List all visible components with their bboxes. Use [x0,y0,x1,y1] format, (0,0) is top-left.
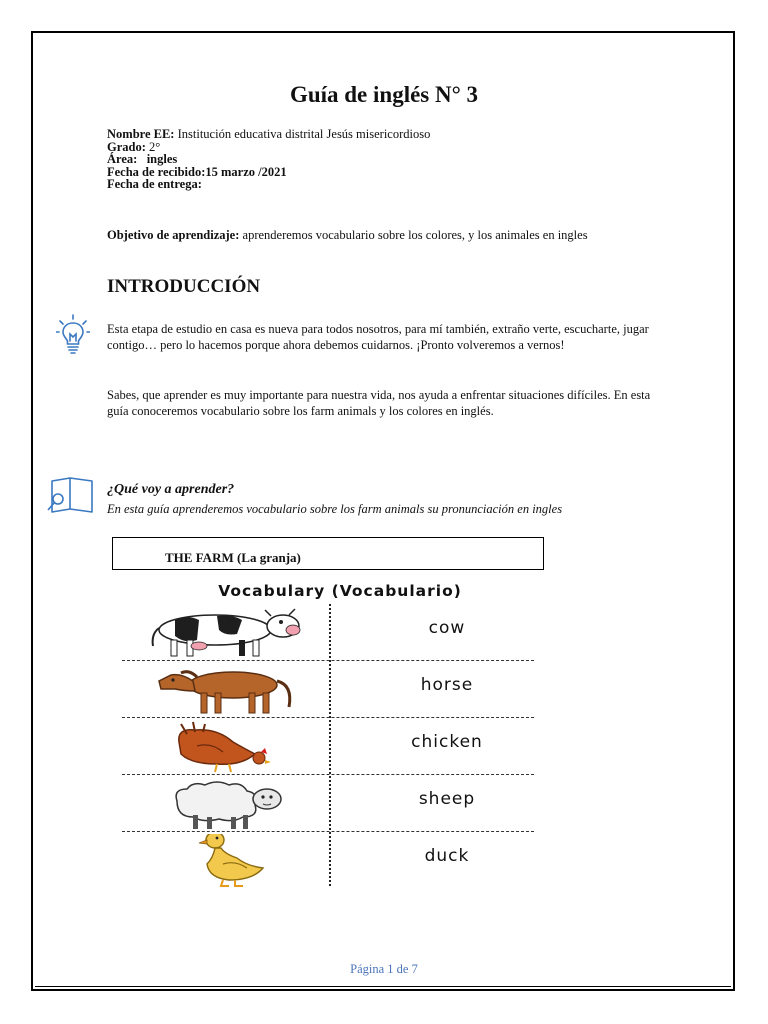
lightbulb-icon [56,314,90,356]
vocabulary-title: Vocabulary (Vocabulario) [218,582,462,600]
page-title: Guía de inglés N° 3 [289,82,479,107]
sheep-icon [137,777,307,831]
farm-section-title: THE FARM (La granja) [165,550,301,565]
page-number: Página 1 de 7 [350,962,418,976]
vocab-row-duck [122,832,534,888]
fecha-recibido-line: Fecha de recibido:15 marzo /2021 [107,164,287,179]
vocab-word: duck [424,846,470,866]
horse-icon [137,663,307,717]
vocab-word: sheep [418,789,476,809]
vocab-row-cow [122,604,534,660]
grado-line: Grado: 2° [107,139,161,154]
intro-paragraph-2: Sabes, que aprender es muy importante para nuestra vida, nos ayuda a enfrentar situaciones difíciles. En esta guía conoceremos vocabulario sobre los farm animals y los colores en inglés. [107,388,651,418]
area-line: Área: ingles [107,152,178,167]
vocab-word: horse [420,675,474,695]
duck-icon [137,834,307,888]
learning-objective: Objetivo de aprendizaje: aprenderemos vocabulario sobre los colores, y los animales en ingles [107,228,588,242]
learn-subtitle: En esta guía aprenderemos vocabulario sobre los farm animals su pronunciación en ingles [107,502,563,516]
vocab-row-horse [122,661,534,717]
learn-heading: ¿Qué voy a aprender? [107,482,235,497]
open-book-icon [46,477,94,513]
cow-icon [137,606,307,660]
vocab-word: cow [428,618,466,638]
nombre-line: Nombre EE: Institución educativa distrital Jesús misericordioso [107,127,431,141]
fecha-entrega-line: Fecha de entrega: [107,177,202,192]
vocab-row-sheep [122,775,534,831]
vocabulary-table [122,604,534,886]
intro-paragraph-1: Esta etapa de estudio en casa es nueva para todos nosotros, para mí también, extraño verte, escucharte, jugar contigo… pero lo hacemos porque ahora debemos cuidarnos. ¡Pronto volveremos a vernos! [107,322,649,352]
intro-heading: INTRODUCCIÓN [107,276,261,297]
vocab-row-chicken [122,718,534,774]
vocab-word: chicken [411,732,483,752]
document-meta [107,128,430,191]
chicken-icon [137,720,307,774]
farm-section-box [112,537,544,570]
